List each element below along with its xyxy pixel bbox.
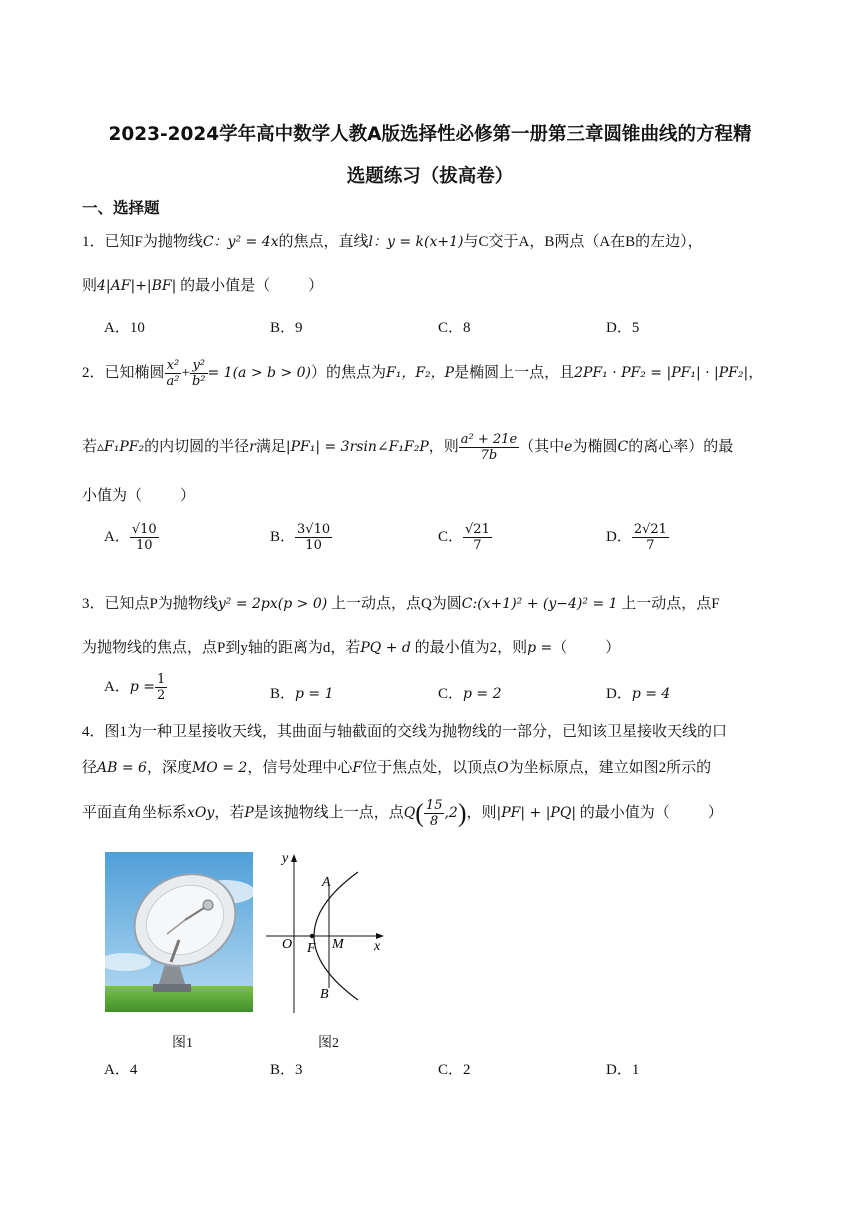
q2-ellipse-y-fraction (190, 358, 208, 389)
q1-option-b: B．9 (270, 320, 303, 336)
fig2-b-label: B (320, 987, 329, 1002)
q3-option-c-math: p = 2 (463, 686, 502, 702)
q2-r-math: r (249, 438, 256, 455)
q2-text: ，则 (428, 438, 459, 455)
q3-option-a (104, 672, 167, 703)
q4-q-tail: ,2 (444, 804, 458, 821)
q2-option-b-label: B． (270, 528, 296, 545)
q2-option-c-fraction (463, 522, 492, 553)
q2-text: ）的焦点为 (311, 364, 387, 381)
q2-text: ） (180, 488, 196, 504)
q3-parabola-math: y² = 2px(p > 0) (217, 596, 328, 612)
q2-text: 是椭圆上一点，且 (454, 364, 575, 381)
fig2-f-label: F (307, 941, 316, 956)
q3-option-b-math: p = 1 (295, 686, 334, 702)
q2-text: 满足 (255, 438, 286, 455)
q3-text: 3．已知点P为抛物线 (82, 596, 218, 612)
q2-text: 小值为（ (82, 488, 143, 504)
q2-text: 2．已知椭圆 (82, 364, 165, 381)
fig2-y-label: y (282, 851, 289, 866)
q2-option-b-num: 3√10 (297, 522, 331, 537)
q2-option-a-den: 10 (135, 538, 153, 553)
q1-option-a: A．10 (104, 320, 145, 336)
q1-text: 的焦点，直线 (278, 234, 369, 250)
q3-line-1 (82, 592, 720, 613)
q2-line-2 (82, 432, 733, 463)
q3-circle-math: C:(x+1)² + (y−4)² = 1 (461, 596, 618, 612)
q4-q-den: 8 (430, 814, 439, 829)
q3-option-b (270, 682, 334, 703)
q4-ab-math: AB = 6 (97, 760, 147, 776)
q2-expr-num: a² + 21e (460, 432, 518, 447)
q4-min-math: |PF| + |PQ| (496, 804, 577, 821)
q3-option-c-label: C． (438, 686, 464, 702)
q3-text: 上一动点，点F (621, 596, 720, 612)
q2-ellipse-x-den: a² (166, 374, 180, 389)
q4-q-fraction (424, 798, 445, 829)
satellite-dish-image (105, 852, 253, 1012)
q1-text: 1．已知F为抛物线 (82, 234, 203, 250)
q2-option-c-num: √21 (465, 522, 490, 537)
q2-ellipse-tail: = 1(a > b > 0) (207, 364, 311, 381)
q2-option-c-den: 7 (473, 538, 482, 553)
parabola-diagram (262, 848, 392, 1016)
figure-1-caption: 图1 (172, 1036, 193, 1051)
q2-e-math: e (564, 438, 573, 455)
q3-text: 的最小值为2，则 (414, 640, 528, 656)
q2-option-a-num: √10 (131, 522, 157, 537)
q4-option-c: C．2 (438, 1062, 471, 1078)
q3-line-2 (82, 636, 620, 657)
q2-option-d-label: D． (606, 528, 632, 545)
q4-option-b: B．3 (270, 1062, 303, 1078)
q3-option-a-label: A． (104, 678, 130, 695)
q2-ellipse-y-num: y² (190, 358, 208, 374)
q2-text: 的离心率）的最 (628, 438, 734, 455)
q2-option-b-den: 10 (305, 538, 322, 553)
q3-sum-math: PQ + d (360, 640, 411, 656)
q2-option-a-label: A． (104, 528, 130, 545)
q2-text: 若 (82, 438, 98, 455)
q4-line-2 (82, 756, 711, 777)
q2-option-b (270, 522, 332, 553)
q3-option-d-label: D． (606, 686, 632, 702)
q2-expr-fraction (459, 432, 519, 463)
q4-text: ，则 (466, 804, 497, 821)
q4-text: 为坐标原点，建立如图2所示的 (508, 760, 712, 776)
page-title-line-1: 2023-2024学年高中数学人教A版选择性必修第一册第三章圆锥曲线的方程精 (108, 124, 752, 145)
q1-text: ） (308, 278, 324, 294)
q4-q-label: Q (403, 804, 416, 821)
q4-p-math: P (244, 804, 254, 821)
q4-o-math: O (497, 760, 509, 776)
fig2-m-label: M (332, 937, 344, 952)
q3-option-a-den: 2 (157, 688, 166, 703)
figure-2-caption: 图2 (318, 1036, 339, 1051)
q2-text: 的内切圆的半径 (144, 438, 250, 455)
q4-line-3: 平面直角坐标系xOy，若P是该抛物线上一点，点Q( $\frac{15}{8}$ ,2)，则|PF| + |PQ| 的最小值为（ ） (82, 798, 723, 829)
q1-expr-math: 4|AF|+|BF| (97, 278, 177, 294)
q3-option-d (606, 682, 670, 703)
q3-option-c (438, 682, 502, 703)
q2-triangle-math: ▵F₁PF₂ (97, 438, 145, 455)
q4-text: ，深度 (146, 760, 192, 776)
q1-line-2 (82, 274, 323, 295)
q2-expr-den: 7b (480, 448, 498, 463)
q3-text: （ (552, 640, 568, 656)
q4-text: 是该抛物线上一点，点 (253, 804, 404, 821)
q2-option-d (606, 522, 669, 553)
q4-text: ，若 (214, 804, 245, 821)
q4-text: 位于焦点处，以顶点 (362, 760, 498, 776)
fig2-a-label: A (322, 875, 331, 890)
q2-option-d-fraction (632, 522, 669, 553)
q2-option-a (104, 522, 159, 553)
q2-option-a-fraction (130, 522, 159, 553)
q4-text: ） (707, 804, 723, 821)
q4-option-d: D．1 (606, 1062, 640, 1078)
q1-option-d: D．5 (606, 320, 640, 336)
q4-mo-math: MO = 2 (191, 760, 248, 776)
q4-text: 平面直角坐标系 (82, 804, 188, 821)
q4-line-1: 4．图1为一种卫星接收天线，其曲面与轴截面的交线为抛物线的一部分，已知该卫星接收天线的口 (82, 724, 728, 740)
q1-text: 则 (82, 278, 98, 294)
q4-f-math: F (352, 760, 363, 776)
q2-text: （其中 (519, 438, 565, 455)
q4-text: 的最小值为（ (579, 804, 670, 821)
q3-text: ） (605, 640, 621, 656)
fig2-x-label: x (374, 939, 381, 954)
q2-vector-condition: 2PF₁ · PF₂ = |PF₁| · |PF₂| (574, 364, 749, 381)
q3-option-b-label: B． (270, 686, 296, 702)
page-title-line-2: 选题练习（拔高卷） (346, 166, 514, 187)
q1-parabola-math: C：y² = 4x (202, 234, 279, 250)
q3-text: 为抛物线的焦点，点P到y轴的距离为d，若 (82, 640, 361, 656)
q4-q-num: 15 (425, 798, 443, 813)
q2-foci-math: F₁，F₂，P (386, 364, 455, 381)
q2-ellipse-x-num: x² (165, 358, 182, 374)
q1-text: 与C交于A，B两点（A在B的左边）， (463, 234, 703, 250)
q2-option-d-num: 2√21 (633, 522, 667, 537)
q4-text: ，信号处理中心 (247, 760, 353, 776)
q1-text: 的最小值是（ (180, 278, 271, 294)
q1-line-math: l：y = k(x+1) (368, 234, 464, 250)
q2-option-b-fraction (295, 522, 332, 553)
q2-option-d-den: 7 (646, 538, 655, 553)
q4-text: 径 (82, 760, 98, 776)
q2-ellipse-x-fraction (165, 358, 182, 389)
q4-xoy-math: xOy (187, 804, 215, 821)
q2-line-3 (82, 484, 195, 505)
q2-ellipse-y-den: b² (191, 374, 206, 389)
q4-option-a: A．4 (104, 1062, 138, 1078)
q3-option-a-fraction (155, 672, 167, 703)
q3-option-a-lhs: p = (129, 678, 155, 695)
q3-option-d-math: p = 4 (631, 686, 671, 702)
q2-line-1: 2．已知椭圆 $\frac{\text{x²}}{\text{a²}}$ + $\frac{\text{y²}}{\text{b²}}$ = 1(a > b > 0)）的焦点为F₁，F₂，P是椭圆上一点，且2PF₁ · PF₂ = |PF₁| · |PF₂|， (82, 358, 764, 389)
q3-text: 上一动点，点Q为圆 (330, 596, 462, 612)
q3-option-a-num: 1 (157, 672, 166, 687)
section-heading: 一、选择题 (82, 199, 160, 217)
q2-option-c (438, 522, 492, 553)
q2-condition-math: |PF₁| = 3rsin∠F₁F₂P (285, 438, 429, 455)
fig2-o-label: O (282, 937, 293, 952)
q1-line-1 (82, 230, 703, 251)
q3-p-math: p = (527, 640, 553, 656)
q2-c-math: C (617, 438, 629, 455)
q2-text: 为椭圆 (572, 438, 618, 455)
q1-option-c: C．8 (438, 320, 471, 336)
q2-option-c-label: C． (438, 528, 464, 545)
